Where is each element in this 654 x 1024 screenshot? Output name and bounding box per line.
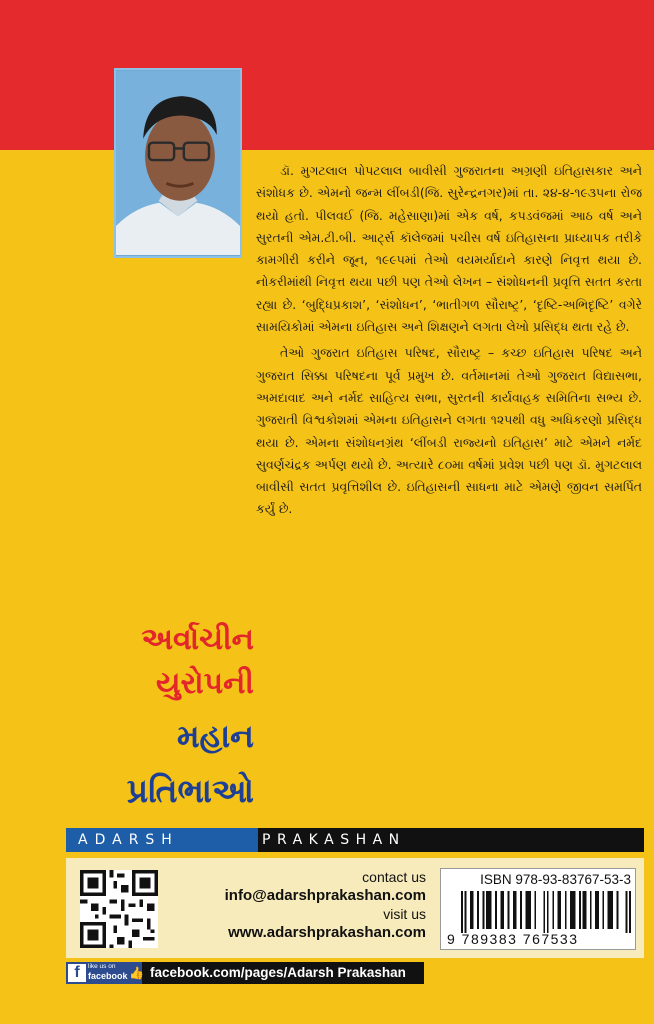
isbn-label: ISBN 978-93-83767-53-3 (480, 872, 631, 887)
website-link[interactable]: www.adarshprakashan.com (228, 924, 426, 941)
facebook-page-link[interactable]: facebook.com/pages/Adarsh Prakashan (150, 965, 406, 980)
facebook-like-text: like us on (88, 963, 116, 970)
thumbs-up-icon: 👍 (129, 966, 144, 980)
contact-block (176, 868, 426, 942)
facebook-word: facebook (88, 971, 128, 981)
facebook-icon: f (68, 964, 86, 982)
book-title-line-3: મહાન (176, 717, 254, 755)
barcode-bars (461, 891, 631, 933)
barcode-digits: 9 789383 767533 (447, 931, 579, 947)
facebook-badge[interactable] (66, 962, 142, 984)
book-title-line-1: અર્વાચીન (141, 622, 254, 657)
visit-label: visit us (383, 906, 426, 922)
author-photo (114, 68, 242, 258)
publisher-name-right: PRAKASHAN (262, 832, 406, 848)
facebook-bar[interactable] (66, 962, 424, 984)
bio-paragraph-2: તેઓ ગુજરાત ઇતિહાસ પરિષદ, સૌરાષ્ટ્ર – કચ્છ ઇતિહાસ પરિષદ અને ગુજરાત સિક્કા પરિષદના પૂર્વ પ્રમુખ છે. વર્તમાનમાં તેઓ ગુજરાત વિદ્યાસભા, અમદાવાદ અને નર્મદ સાહિત્ય સભા, સુરતની કાર્યવાહક સમિતિના સભ્ય છે. ગુજરાતી વિશ્વકોશમાં એમના ઇતિહાસને લગતા ૧૨૫થી વધુ અધિકરણો પ્રસિદ્ધ થયા છે. એમના સંશોધનગ્રંથ ‘લીંબડી રાજ્યનો ઇતિહાસ’ માટે એમને નર્મદ સુવર્ણચંદ્રક અર્પણ થયો છે. અત્યારે ૮૦મા વર્ષમાં પ્રવેશ પછી પણ ડૉ. મુગટલાલ બાવીસી સતત પ્રવૃત્તિશીલ છે. ઇતિહાસની સાધના માટે એમણે જીવન સમર્પિત કર્યું છે. (256, 345, 642, 517)
qr-code (80, 870, 158, 948)
bio-paragraph-1: ડૉ. મુગટલાલ પોપટલાલ બાવીસી ગુજરાતના અગ્રણી ઇતિહાસકાર અને સંશોધક છે. એમનો જન્મ લીંબડી(જિ. સુરેન્દ્રનગર)માં તા. ૨૪-૪-૧૯૩૫ના રોજ થયો હતો. પીલવઈ (જિ. મહેસાણા)માં એક વર્ષ, કપડવંજમાં આઠ વર્ષ અને સુરતની એમ.ટી.બી. આર્ટ્સ કૉલેજમાં પચીસ વર્ષ ઇતિહાસના પ્રાધ્યાપક તરીકે કામગીરી કરીને જૂન, ૧૯૯૫માં તેઓ વયમર્યાદાને કારણે નિવૃત્ત થયા છે. નોકરીમાંથી નિવૃત્ત થયા પછી પણ તેઓ લેખન – સંશોધનની પ્રવૃત્તિ સતત કરતા રહ્યા છે. ‘બુદ્ધિપ્રકાશ’, ‘સંશોધન’, ‘ભાતીગળ સૌરાષ્ટ્ર’, ‘દૃષ્ટિ-અભિદૃષ્ટિ’ વગેરે સામયિકોમાં એમના ઇતિહાસ અને શિક્ષણને લગતા લેખો પ્રસિદ્ધ થતા રહે છે. (256, 163, 642, 335)
contact-label: contact us (362, 869, 426, 885)
email-link[interactable]: info@adarshprakashan.com (224, 887, 426, 904)
publisher-bar (66, 828, 644, 852)
publisher-name-left: ADARSH (66, 828, 258, 852)
book-title-line-4: પ્રતિભાઓ (126, 771, 254, 810)
top-color-band (0, 0, 654, 150)
info-panel (66, 858, 644, 958)
bio-text (256, 160, 642, 521)
isbn-barcode (440, 868, 636, 950)
book-title-line-2: યુરોપની (156, 666, 254, 701)
